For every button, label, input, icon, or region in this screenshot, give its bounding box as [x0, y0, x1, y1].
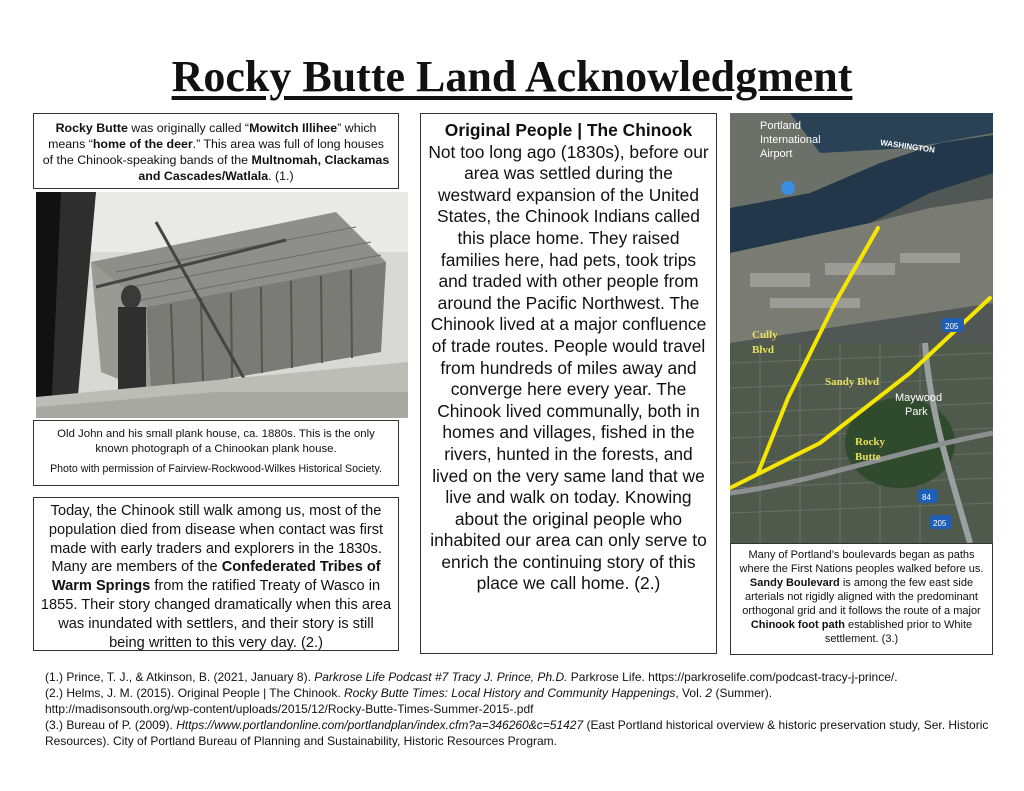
- today-box: [33, 497, 399, 651]
- map-label-airport: Portland: [760, 120, 801, 132]
- map-label-sandy: Sandy Blvd: [825, 376, 880, 388]
- aerial-map: [730, 113, 993, 543]
- map-caption-text: Many of Portland’s boulevards began as paths where the First Nations peoples walked before us.: [739, 549, 984, 575]
- map-label-airport: Airport: [760, 148, 793, 160]
- map-label-airport: International: [760, 134, 821, 146]
- reference-title: Https://www.portlandonline.com/portlandplan/index.cfm?a=346260&c=51427: [176, 718, 584, 732]
- intro-text: . (1.): [268, 169, 294, 183]
- reference-text: (1.) Prince, T. J., & Atkinson, B. (2021, January 8).: [45, 670, 315, 684]
- shield-label: 84: [922, 493, 931, 502]
- page-title: Rocky Butte Land Acknowledgment: [171, 52, 853, 101]
- original-people-body: Not too long ago (1830s), before our area was settled during the westward expansion of the United States, the Chinook Indians called this place home. They raised families here, had pets, took trips and traded with other people from around the Pacific Northwest. The Chinook lived at a major confluence of trade routes. People would travel from hundreds of miles away and converge here every year. The Chinook lived communally, both in homes and villages, fished in the rivers, hunted in the forests, and lived on the very same land that we live and walk on today. Knowing about the original people who inhabited our area can only serve to enrich the continuing story of this place we call home. (2.): [428, 141, 709, 594]
- reference-text: (3.) Bureau of P. (2009).: [45, 718, 177, 732]
- rocky-butte-term: Rocky Butte: [55, 121, 128, 135]
- map-label-washington: WASHINGTON: [879, 138, 936, 155]
- reference-text: (East Portland historical overview & historic preservation study, Ser. Historic Resources). City of Portland Bureau of Planning and Sustainability, Historic Resources Program.: [45, 718, 989, 748]
- reference-2-url: http://madisonsouth.org/wp-content/uploads/2015/12/Rocky-Butte-Times-Summer-2015-.pdf: [45, 702, 534, 716]
- map-label-rocky-butte: Rocky: [855, 436, 885, 448]
- aerial-map-illustration: [730, 113, 993, 543]
- intro-box: [33, 113, 399, 189]
- shield-label: 205: [933, 519, 947, 528]
- plank-house-illustration: [36, 192, 408, 418]
- reference-3: [45, 717, 995, 749]
- map-label-maywood: Maywood: [895, 392, 943, 404]
- map-caption-text: established prior to White settlement. (3.): [824, 619, 973, 645]
- plank-house-photo: [36, 192, 408, 418]
- original-people-heading: Original People | The Chinook: [444, 120, 693, 140]
- reference-text: Parkrose Life. https://parkroselife.com/podcast-tracy-j-prince/.: [567, 670, 898, 684]
- map-label-cully: Blvd: [752, 344, 775, 356]
- intro-text: .” This area was full of long houses of the Chinook-speaking bands of the: [42, 137, 384, 167]
- mowitch-illihee-term: Mowitch Illihee: [249, 121, 338, 135]
- reference-volume: 2: [705, 686, 713, 700]
- reference-text: (Summer).: [712, 686, 773, 700]
- references: [45, 669, 995, 749]
- shield-label: 205: [945, 322, 959, 331]
- map-caption-text: is among the few east side arterials not rigidly aligned with the predominant orthogonal grid and it follows the route of a major: [742, 577, 981, 617]
- reference-2: [45, 685, 995, 701]
- photo-caption-box: [33, 420, 399, 486]
- reference-text: , Vol.: [675, 686, 706, 700]
- original-people-box: [420, 113, 717, 654]
- bands-term: Multnomah, Clackamas and Cascades/Watlala: [138, 153, 390, 183]
- map-label-cully: Cully: [752, 329, 778, 341]
- map-label-rocky-butte: Butte: [855, 451, 881, 463]
- map-caption-box: [730, 543, 993, 655]
- intro-text: was originally called “: [127, 121, 250, 135]
- reference-1: [45, 669, 995, 685]
- chinook-foot-path-term: Chinook foot path: [750, 619, 845, 631]
- warm-springs-term: Confederated Tribes of Warm Springs: [51, 559, 381, 595]
- today-text: from the ratified Treaty of Wasco in 1855. Their story changed dramatically when this area was inundated with settlers, and their story is still being written to this very day. (2.): [40, 578, 392, 651]
- today-text: Today, the Chinook still walk among us, most of the population died from disease when contact was first made with early traders and explorers in the 1830s. Many are members of the: [48, 503, 384, 576]
- airport-icon: [781, 181, 795, 195]
- reference-text: (2.) Helms, J. M. (2015). Original People | The Chinook.: [45, 686, 345, 700]
- photo-credit: Photo with permission of Fairview-Rockwood-Wilkes Historical Society.: [50, 463, 382, 475]
- sandy-boulevard-term: Sandy Boulevard: [749, 577, 840, 589]
- photo-caption: Old John and his small plank house, ca. 1880s. This is the only known photograph of a Chinookan plank house.: [57, 428, 375, 455]
- home-of-deer-term: home of the deer: [92, 137, 193, 151]
- map-label-maywood: Park: [905, 406, 928, 418]
- reference-title: Parkrose Life Podcast #7 Tracy J. Prince, Ph.D.: [314, 670, 568, 684]
- reference-title: Rocky Butte Times: Local History and Community Happenings: [344, 686, 676, 700]
- intro-text: ” which means “: [48, 121, 377, 151]
